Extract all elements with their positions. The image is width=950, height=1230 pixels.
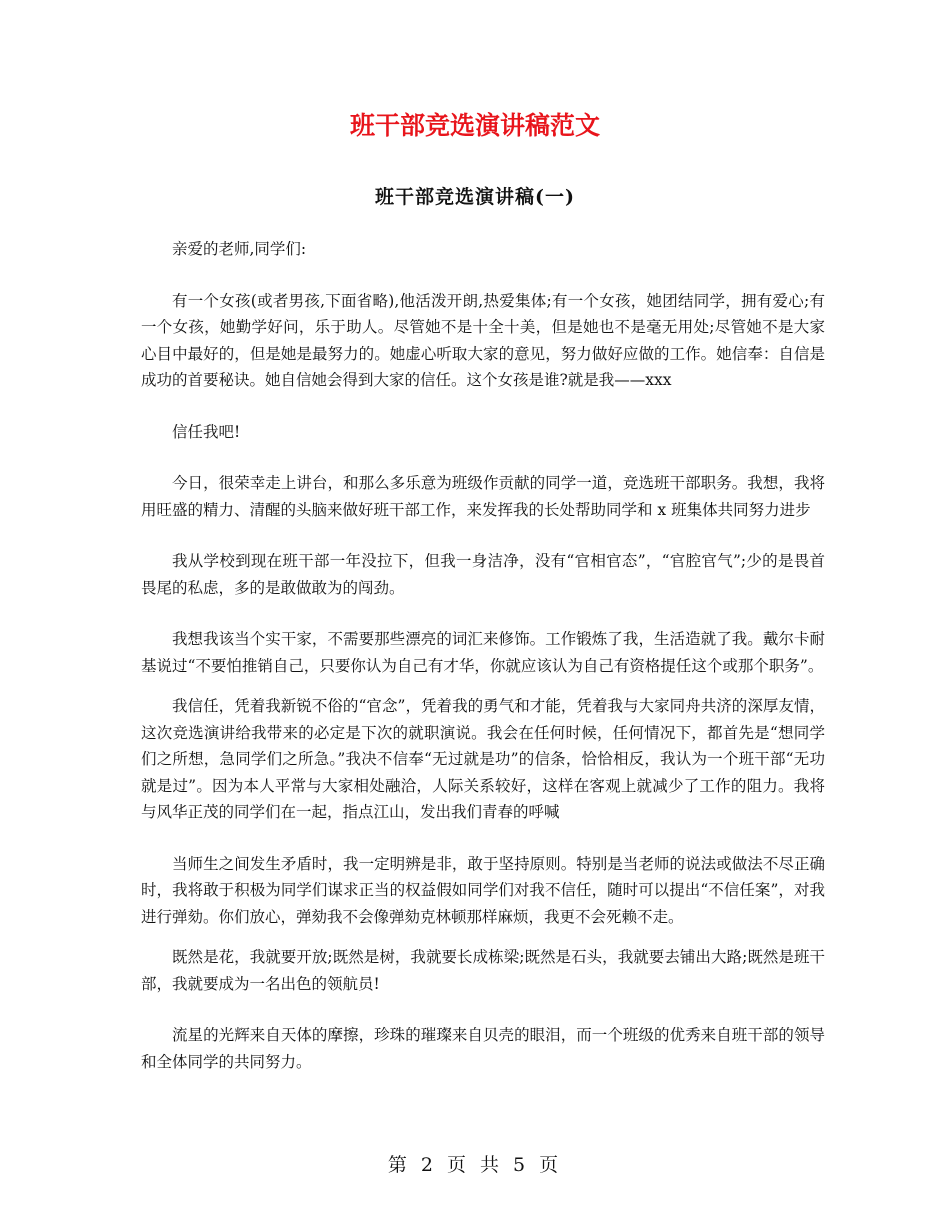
paragraph-greeting: 亲爱的老师,同学们:: [172, 240, 307, 258]
document-subtitle: 班干部竞选演讲稿(一): [375, 186, 575, 208]
page-footer: 第 2 页 共 5 页: [387, 1154, 563, 1176]
paragraph-trust-me: 信任我吧!: [172, 422, 241, 441]
paragraph-belief: 我信任，凭着我新锐不俗的“官念”，凭着我的勇气和才能，凭着我与大家同舟共济的深厚友情，这次竞选演讲给我带来的必定是下次的就职演说。我会在任何时候，任何情况下，都首先是“想同学们之所想，急同学们之所急。”我决不信奉“无过就是功”的信条，恰恰相反，我认为一个班干部“无功就是过”。因为本人平常与大家相处融洽，人际关系较好，这样在客观上就减少了工作的阻力。我将与风华正茂的同学们在一起，指点江山，发出我们青春的呼喊: [141, 697, 825, 821]
paragraph-intro: 有一个女孩(或者男孩,下面省略),他活泼开朗,热爱集体;有一个女孩，她团结同学，拥有爱心;有一个女孩，她勤学好问，乐于助人。尽管她不是十全十美，但是她也不是毫无用处;尽管她不是大家心目中最好的，但是她是最努力的。她虚心听取大家的意见，努力做好应做的工作。她信奉：自信是成功的首要秘诀。她自信她会得到大家的信任。这个女孩是谁?就是我——xxx: [141, 291, 825, 389]
paragraph-doer: 我想我该当个实干家，不需要那些漂亮的词汇来修饰。工作锻炼了我，生活造就了我。戴尔卡耐基说过“不要怕推销自己，只要你认为自己有才华，你就应该认为自己有资格提任这个或那个职务”。: [141, 630, 825, 675]
paragraph-record: 我从学校到现在班干部一年没拉下，但我一身洁净，没有“官相官态”，“官腔官气”;少的是畏首畏尾的私虑，多的是敢做敢为的闯劲。: [141, 552, 825, 597]
document-body: [141, 236, 825, 1100]
paragraph-flower: 既然是花，我就要开放;既然是树，我就要长成栋梁;既然是石头，我就要去铺出大路;既然是班干部，我就要成为一名出色的领航员!: [141, 948, 825, 993]
document-title: 班干部竞选演讲稿范文: [349, 111, 600, 140]
paragraph-conflict: 当师生之间发生矛盾时，我一定明辨是非，敢于坚持原则。特别是当老师的说法或做法不尽正确时，我将敢于积极为同学们谋求正当的权益假如同学们对我不信任，随时可以提出“不信任案”，对我进行弹劾。你们放心，弹劾我不会像弹劾克林顿那样麻烦，我更不会死赖不走。: [141, 854, 825, 926]
paragraph-today: 今日，很荣幸走上讲台，和那么多乐意为班级作贡献的同学一道，竞选班干部职务。我想，我将用旺盛的精力、清醒的头脑来做好班干部工作，来发挥我的长处帮助同学和 x 班集体共同努力进步: [141, 474, 825, 519]
paragraph-meteor: 流星的光辉来自天体的摩擦，珍珠的璀璨来自贝壳的眼泪，而一个班级的优秀来自班干部的领导和全体同学的共同努力。: [141, 1026, 825, 1071]
